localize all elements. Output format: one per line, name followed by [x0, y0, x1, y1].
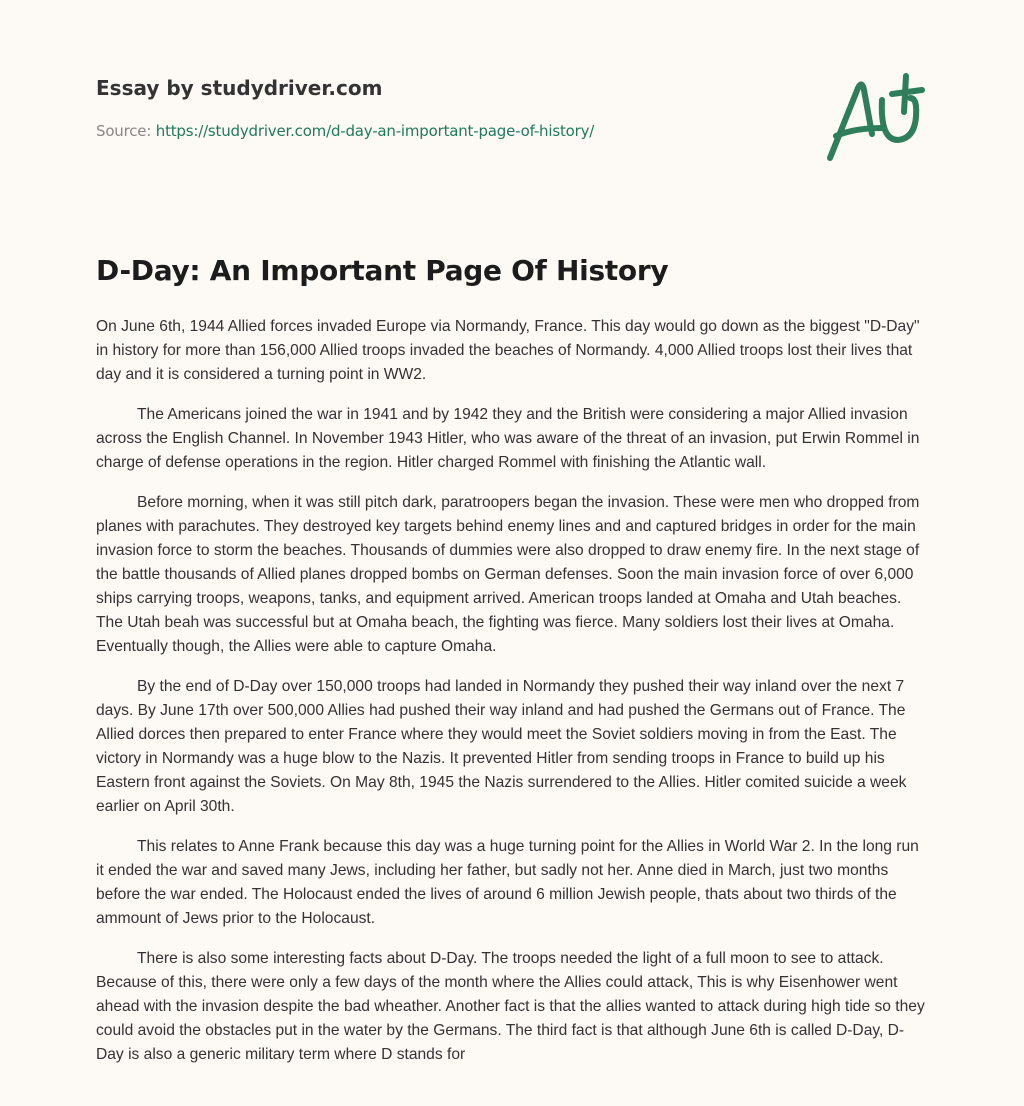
- essay-paragraph: By the end of D-Day over 150,000 troops had landed in Normandy they pushed their way inland over the next 7 days. By June 17th over 500,000 Allies had pushed their way inland and had pushed the Germans out of France. The Allied dorces then prepared to enter France where they would meet the Soviet soldiers moving in from the East. The victory in Normandy was a huge blow to the Nazis. It prevented Hitler from sending troops in France to build up his Eastern front against the Soviets. On May 8th, 1945 the Nazis surrendered to the Allies. Hitler comited suicide a week earlier on April 30th.: [96, 678, 907, 815]
- essay-title: D-Day: An Important Page Of History: [96, 254, 669, 287]
- site-header: [96, 76, 594, 140]
- essay-paragraph: Before morning, when it was still pitch dark, paratroopers began the invasion. These were men who dropped from planes with parachutes. They destroyed key targets behind enemy lines and and captured bridges in order for the main invasion force to storm the beaches. Thousands of dummies were also dropped to draw enemy fire. In the next stage of the battle thousands of Allied planes dropped bombs on German defenses. Soon the main invasion force of over 6,000 ships carrying troops, weapons, tanks, and equipment arrived. American troops landed at Omaha and Utah beaches. The Utah beah was successful but at Omaha beach, the fighting was fierce. Many soldiers lost their lives at Omaha. Eventually though, the Allies were able to capture Omaha.: [96, 494, 920, 655]
- a-plus-grade-icon: [820, 68, 930, 168]
- essay-body: [96, 315, 928, 1083]
- essay-paragraph: The Americans joined the war in 1941 and by 1942 they and the British were considering a major Allied invasion across the English Channel. In November 1943 Hitler, who was aware of the threat of an invasion, put Erwin Rommel in charge of defense operations in the region. Hitler charged Rommel with finishing the Atlantic wall.: [96, 406, 920, 471]
- source-link[interactable]: https://studydriver.com/d-day-an-important-page-of-history/: [155, 122, 595, 140]
- essay-paragraph: On June 6th, 1944 Allied forces invaded Europe via Normandy, France. This day would go down as the biggest "D-Day" in history for more than 156,000 Allied troops invaded the beaches of Normandy. 4,000 Allied troops lost their lives that day and it is considered a turning point in WW2.: [96, 318, 920, 383]
- essay-paragraph: This relates to Anne Frank because this day was a huge turning point for the Allies in World War 2. In the long run it ended the war and saved many Jews, including her father, but sadly not her. Anne died in March, just two months before the war ended. The Holocaust ended the lives of around 6 million Jewish people, thats about two thirds of the ammount of Jews prior to the Holocaust.: [96, 838, 919, 927]
- site-title: Essay by studydriver.com: [96, 76, 383, 100]
- source-line: [96, 122, 594, 140]
- essay-paragraph: There is also some interesting facts about D-Day. The troops needed the light of a full moon to see to attack. Because of this, there were only a few days of the month where the Allies could attack, This is why Eisenhower went ahead with the invasion despite the bad wheather. Another fact is that the allies wanted to attack during high tide so they could avoid the obstacles put in the water by the Germans. The third fact is that although June 6th is called D-Day, D-Day is also a generic military term where D stands for: [96, 950, 925, 1063]
- source-label: Source:: [96, 122, 152, 140]
